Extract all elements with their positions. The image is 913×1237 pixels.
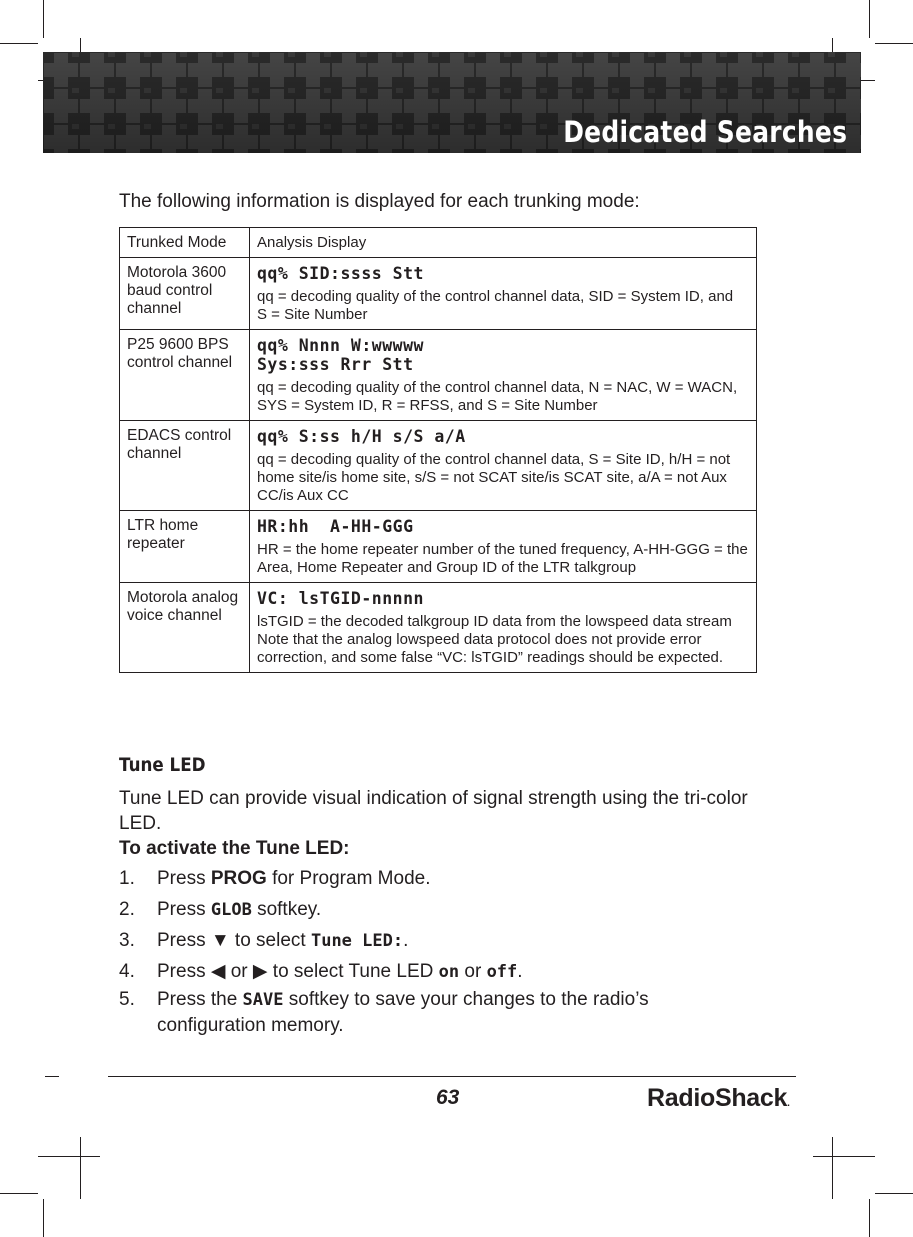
brand-logo	[647, 1084, 790, 1113]
crop-mark	[43, 1199, 44, 1237]
crop-mark	[0, 1193, 38, 1194]
brand-name: RadioShack	[647, 1084, 788, 1112]
intro-text: The following information is displayed for each trunking mode:	[119, 191, 640, 212]
softkey-label: GLOB	[210, 900, 252, 920]
description: qq = decoding quality of the control channel data, N = NAC, W = WACN, SYS = System ID, R = RFSS, and S = Site Number	[257, 379, 738, 414]
crop-mark	[45, 1076, 59, 1077]
description: lsTGID = the decoded talkgroup ID data from the lowspeed data stream Note that the analog lowspeed data protocol does not provide error correction, and some false “VC: lsTGID” readings should be expected.	[257, 613, 732, 666]
lcd-display-text: VC: lsTGID-nnnnn	[257, 589, 424, 608]
crop-mark	[0, 43, 38, 44]
table-row	[120, 511, 757, 583]
step-text: Press ◀ or ▶ to select Tune LED	[157, 961, 439, 982]
softkey-label: SAVE	[242, 990, 284, 1010]
step-text: Press	[157, 868, 211, 889]
step-number: 3.	[119, 930, 135, 951]
crop-mark	[875, 43, 913, 44]
table-row	[120, 421, 757, 511]
analysis-cell	[250, 583, 757, 673]
page-title: Dedicated Searches	[563, 115, 847, 149]
lcd-display-text: qq% SID:ssss Stt	[257, 264, 424, 283]
mode-cell: LTR home repeater	[120, 511, 250, 583]
mode-cell: P25 9600 BPS control channel	[120, 330, 250, 421]
step-text: Press the	[157, 989, 243, 1010]
mode-cell: EDACS control channel	[120, 421, 250, 511]
analysis-cell	[250, 330, 757, 421]
step-text: for Program Mode.	[266, 868, 431, 889]
trunking-mode-table	[119, 227, 757, 673]
analysis-cell	[250, 511, 757, 583]
column-header: Trunked Mode	[120, 228, 250, 258]
analysis-cell	[250, 421, 757, 511]
step-text: Press	[157, 899, 211, 920]
step-text: .	[517, 961, 523, 982]
lcd-text: Tune LED:	[310, 931, 404, 951]
column-header: Analysis Display	[250, 228, 757, 258]
footer-rule	[108, 1076, 796, 1077]
table-row	[120, 258, 757, 330]
section-paragraph: Tune LED can provide visual indication of signal strength using the tri-color LED.	[119, 788, 748, 834]
table-row	[120, 583, 757, 673]
step-number: 4.	[119, 961, 135, 982]
description: qq = decoding quality of the control channel data, S = Site ID, h/H = not home site/is home site, s/S = not SCAT site/is SCAT site, a/A = not Aux CC/is Aux CC	[257, 451, 731, 504]
analysis-cell	[250, 258, 757, 330]
step-item	[119, 866, 759, 897]
step-number: 5.	[119, 989, 135, 1010]
crop-mark	[875, 1193, 913, 1194]
lcd-text: on	[438, 962, 460, 982]
crop-mark	[869, 0, 870, 38]
step-text: softkey.	[251, 899, 322, 920]
mode-cell: Motorola analog voice channel	[120, 583, 250, 673]
crop-mark	[813, 1156, 875, 1157]
procedure-steps	[119, 866, 759, 1038]
crop-mark	[869, 1199, 870, 1237]
brand-mark: .	[787, 1098, 790, 1109]
table-header-row	[120, 228, 757, 258]
step-item	[119, 987, 759, 1038]
procedure-heading: To activate the Tune LED:	[119, 838, 350, 859]
step-number: 1.	[119, 868, 135, 889]
lcd-display-text: HR:hh A-HH-GGG	[257, 517, 414, 536]
mode-cell: Motorola 3600 baud control channel	[120, 258, 250, 330]
crop-mark	[80, 1137, 81, 1199]
page-number: 63	[436, 1086, 460, 1109]
lcd-display-text: qq% Nnnn W:wwwww Sys:sss Rrr Stt	[257, 336, 424, 374]
crop-mark	[832, 1137, 833, 1199]
step-item	[119, 959, 759, 987]
description: HR = the home repeater number of the tuned frequency, A-HH-GGG = the Area, Home Repeater and Group ID of the LTR talkgroup	[257, 541, 748, 576]
step-text: or	[459, 961, 487, 982]
step-text: Press ▼ to select	[157, 930, 311, 951]
crop-mark	[43, 0, 44, 38]
lcd-text: off	[486, 962, 518, 982]
step-item	[119, 928, 759, 959]
step-item	[119, 897, 759, 928]
step-number: 2.	[119, 899, 135, 920]
crop-mark	[38, 1156, 100, 1157]
lcd-display-text: qq% S:ss h/H s/S a/A	[257, 427, 466, 446]
table-row	[120, 330, 757, 421]
key-name: PROG	[210, 868, 267, 889]
section-heading: Tune LED	[119, 754, 206, 776]
step-text: softkey to save your changes to the radio’s configuration memory.	[157, 989, 649, 1036]
description: qq = decoding quality of the control channel data, SID = System ID, and S = Site Number	[257, 288, 734, 323]
step-text: .	[403, 930, 409, 951]
